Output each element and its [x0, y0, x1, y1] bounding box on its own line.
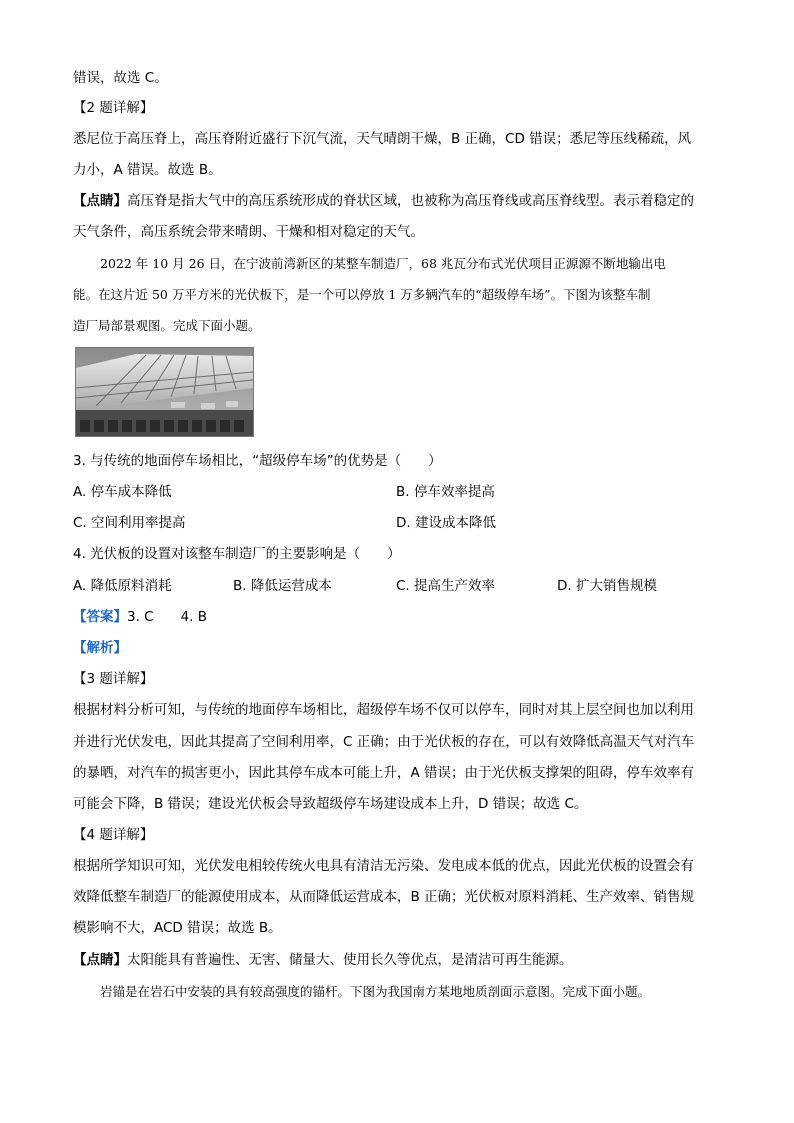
- q4-option-d[interactable]: D. 扩大销售规模: [557, 578, 657, 594]
- q3-option-d[interactable]: D. 建设成本降低: [396, 515, 496, 531]
- q3-detail-line: 的暴晒，对汽车的损害更小，因此其停车成本可能上升，A 错误；由于光伏板支撑架的阻碍，停车效率有: [73, 765, 695, 781]
- q4-option-c[interactable]: C. 提高生产效率: [396, 578, 496, 594]
- solar-panel-illustration: [76, 348, 253, 436]
- answer-line: [73, 607, 207, 627]
- dianjing-paragraph: [73, 191, 694, 211]
- solar-parking-photo: [75, 347, 254, 437]
- q3-option-a[interactable]: A. 停车成本降低: [73, 484, 172, 500]
- q2-detail-line: 力小，A 错误。故选 B。: [73, 162, 222, 178]
- question-3: 3. 与传统的地面停车场相比，“超级停车场”的优势是（ ）: [73, 453, 442, 469]
- material-line: 能。在这片近 50 万平方米的光伏板下，是一个可以停放 1 万多辆汽车的“超级停车场”。下图为该整车制: [73, 287, 651, 302]
- dianjing-tag: 【点睛】: [73, 193, 127, 209]
- material-line: 2022 年 10 月 26 日，在宁波前湾新区的某整车制造厂，68 兆瓦分布式光伏项目正源源不断地输出电: [100, 256, 666, 271]
- dianjing-line: 天气条件，高压系统会带来晴朗、干燥和相对稳定的天气。: [73, 224, 424, 240]
- q3-detail-line: 可能会下降，B 错误；建设光伏板会导致超级停车场建设成本上升，D 错误；故选 C。: [73, 796, 588, 812]
- q3-option-b[interactable]: B. 停车效率提高: [396, 484, 495, 500]
- q3-detail-heading: 【3 题详解】: [73, 671, 154, 687]
- analysis-tag: 【解析】: [73, 640, 127, 656]
- answer-tag: 【答案】: [73, 609, 127, 625]
- q4-option-a[interactable]: A. 降低原料消耗: [73, 578, 172, 594]
- answer-text: 3. C 4. B: [127, 609, 208, 625]
- q3-detail-line: 并进行光伏发电，因此其提高了空间利用率，C 正确；由于光伏板的存在，可以有效降低高温天气对汽车: [73, 734, 695, 750]
- q4-detail-line: 模影响不大，ACD 错误；故选 B。: [73, 920, 282, 936]
- q3-detail-line: 根据材料分析可知，与传统的地面停车场相比，超级停车场不仅可以停车，同时对其上层空间也加以利用: [73, 702, 694, 718]
- q4-detail-heading: 【4 题详解】: [73, 827, 154, 843]
- q2-detail-line: 悉尼位于高压脊上，高压脊附近盛行下沉气流，天气晴朗干燥，B 正确，CD 错误；悉尼等压线稀疏，风: [73, 131, 692, 147]
- dianjing-tag: 【点睛】: [73, 952, 127, 968]
- q3-option-c[interactable]: C. 空间利用率提高: [73, 515, 186, 531]
- dianjing-text: 太阳能具有普遍性、无害、储量大、使用长久等优点，是清洁可再生能源。: [127, 952, 573, 968]
- material-line: 岩锚是在岩石中安装的具有较高强度的锚杆。下图为我国南方某地地质剖面示意图。完成下面小题。: [100, 984, 651, 999]
- dianjing-paragraph: [73, 950, 573, 970]
- q4-detail-line: 效降低整车制造厂的能源使用成本，从而降低运营成本，B 正确；光伏板对原料消耗、生产效率、销售规: [73, 889, 695, 905]
- q2-detail-heading: 【2 题详解】: [73, 100, 154, 116]
- q4-option-b[interactable]: B. 降低运营成本: [233, 578, 332, 594]
- text-line: 错误，故选 C。: [73, 70, 168, 86]
- question-4: 4. 光伏板的设置对该整车制造厂的主要影响是（ ）: [73, 546, 401, 562]
- q4-detail-line: 根据所学知识可知，光伏发电相较传统火电具有清洁无污染、发电成本低的优点，因此光伏板的设置会有: [73, 858, 694, 874]
- dianjing-text: 高压脊是指大气中的高压系统形成的脊状区域，也被称为高压脊线或高压脊线型。表示着稳定的: [127, 193, 694, 209]
- material-line: 造厂局部景观图。完成下面小题。: [73, 318, 261, 333]
